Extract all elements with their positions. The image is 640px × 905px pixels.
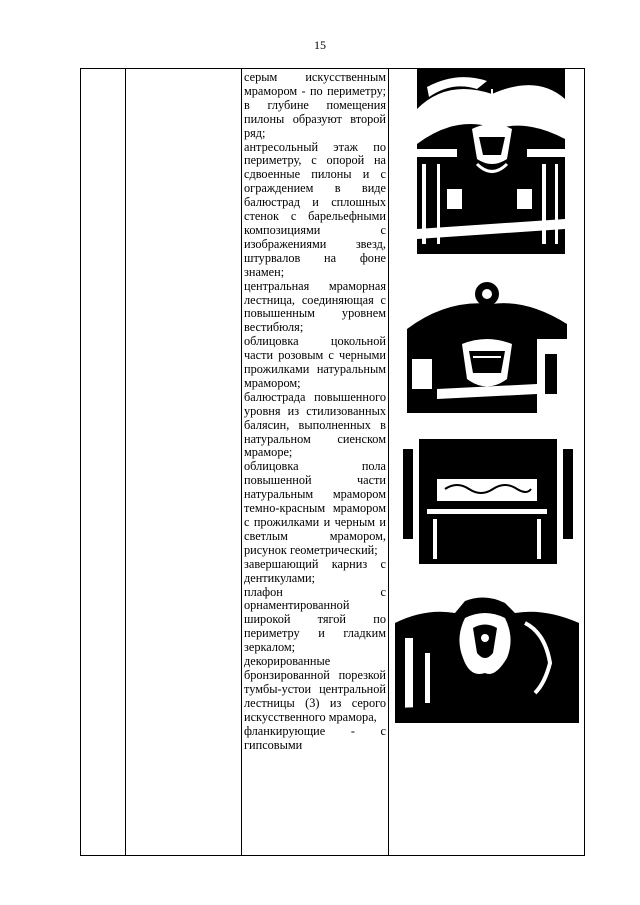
description-paragraph: облицовка цокольной части розовым с черными прожилками натуральным мрамором;: [244, 334, 386, 390]
description-cell: [244, 71, 386, 752]
column-divider-3: [388, 69, 389, 855]
document-table: [80, 68, 585, 856]
photo-chandelier-balcony: [417, 69, 565, 254]
description-paragraph: центральная мраморная лестница, соединяющая с повышенным уровнем вестибюля;: [244, 278, 386, 335]
photo-chandelier-ceiling: [407, 269, 567, 413]
photo-balustrade-frieze: [397, 429, 579, 577]
description-paragraph: декорированные бронзированной порезкой тумбы-устои центральной лестницы (3) из серого искусственного мрамора,: [244, 654, 386, 724]
description-paragraph: плафон с орнаментированной широкой тягой по периметру и гладким зеркалом;: [244, 584, 386, 655]
description-paragraph: антресольный этаж по периметру, с опорой на сдвоенные пилоны и с ограждением в виде балюстрад и сплошных стенок с барельефными композициями с изображениями звезд, штурвалов на фоне знамен;: [244, 139, 386, 279]
description-paragraph: балюстрада повышенного уровня из стилизованных балясин, выполненных в натуральном сиенском мраморе;: [244, 389, 386, 460]
page-number: 15: [314, 38, 326, 52]
description-paragraph: фланкирующие - с гипсовыми: [244, 723, 386, 752]
description-paragraph: облицовка пола повышенной части натуральным мрамором темно-красным мрамором с прожилками и черным и светлым мрамором, рисунок геометрический;: [244, 459, 386, 557]
description-paragraph: серым искусственным мрамором - по периметру; в глубине помещения пилоны образуют второй ряд;: [244, 70, 386, 140]
column-divider-2: [241, 69, 242, 855]
photo-ceiling-ornament: [395, 583, 579, 723]
description-paragraph: завершающий карниз с дентикулами;: [244, 556, 386, 585]
column-divider-1: [125, 69, 126, 855]
